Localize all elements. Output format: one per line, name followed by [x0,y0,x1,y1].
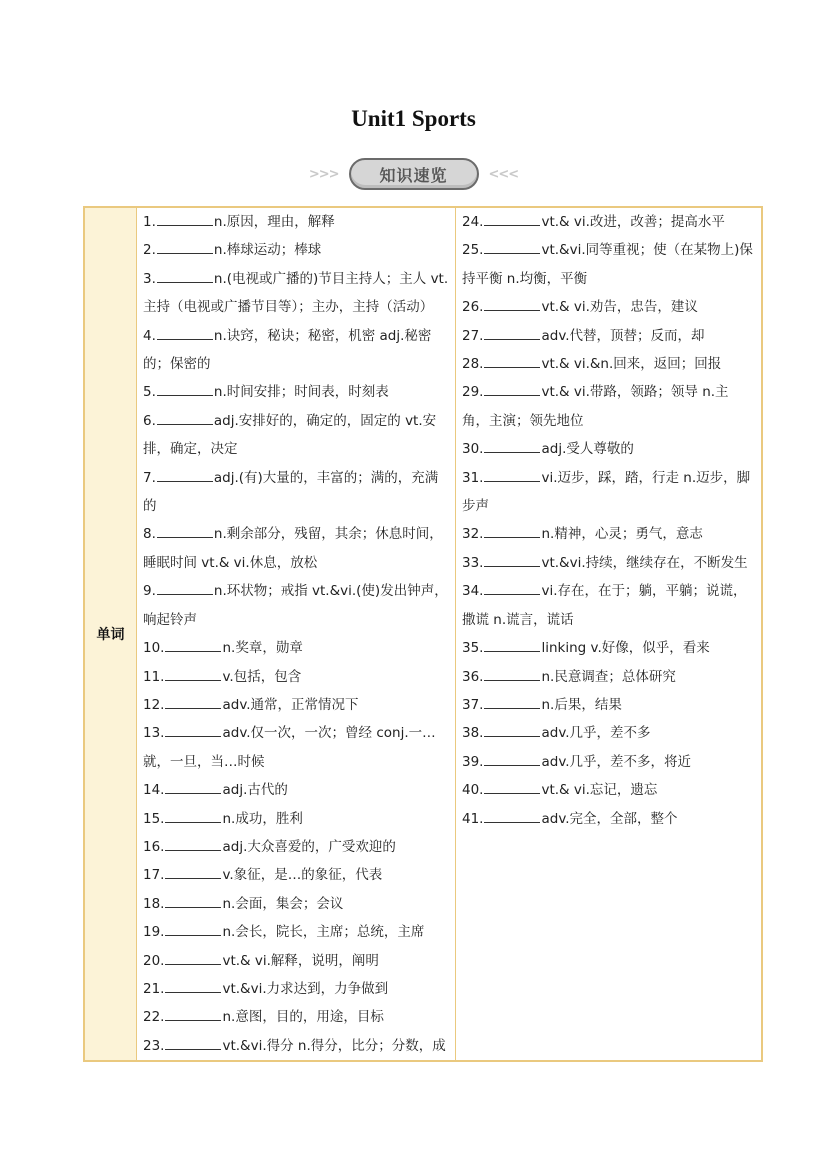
banner-pill [349,158,479,190]
item-definition: n.会面，集会；会议 [222,895,344,912]
answer-blank[interactable] [157,580,213,595]
item-definition: vt.& vi.忘记，遗忘 [541,782,658,799]
vocab-item [143,805,449,833]
vocab-item [462,691,755,719]
answer-blank[interactable] [484,694,540,709]
item-number: 37. [462,696,484,713]
answer-blank[interactable] [484,467,540,482]
vocab-item [143,861,449,889]
vocab-item [143,208,449,236]
answer-blank[interactable] [165,666,221,681]
vocab-item [143,634,449,662]
item-definition: n.(电视或广播的)节目主持人；主人 vt.主持（电视或广播节目等）；主办，主持（活动） [143,270,449,316]
item-number: 9. [143,583,156,600]
answer-blank[interactable] [484,722,540,737]
item-number: 38. [462,725,484,742]
vocab-item [462,236,755,293]
item-definition: v.包括，包含 [222,668,302,685]
item-number: 27. [462,327,484,344]
answer-blank[interactable] [484,552,540,567]
item-number: 15. [143,810,165,827]
vocab-item [143,890,449,918]
answer-blank[interactable] [484,239,540,254]
answer-blank[interactable] [157,381,213,396]
vocab-item [143,577,449,634]
answer-blank[interactable] [165,950,221,965]
vocab-item [462,435,755,463]
vocab-item [143,663,449,691]
left-column [137,208,456,1060]
item-number: 16. [143,838,165,855]
answer-blank[interactable] [165,836,221,851]
vocab-item [143,265,449,322]
vocab-item [143,947,449,975]
right-column [456,208,761,1060]
answer-blank[interactable] [165,722,221,737]
vocabulary-table [83,206,763,1062]
answer-blank[interactable] [484,779,540,794]
item-definition: n.诀窍，秘诀；秘密，机密 adj.秘密的；保密的 [143,327,432,373]
item-definition: adv.代替，顶替；反而，却 [541,327,705,344]
vocab-item [462,293,755,321]
chevron-right-icon: >>> [308,166,339,182]
item-definition: vt.& vi.劝告，忠告，建议 [541,299,698,316]
item-definition: vt.&vi.持续，继续存在，不断发生 [541,554,748,571]
item-number: 39. [462,753,484,770]
item-definition: adj.安排好的，确定的，固定的 vt.安排，确定，决定 [143,412,437,458]
item-number: 28. [462,356,484,373]
answer-blank[interactable] [484,325,540,340]
item-number: 26. [462,299,484,316]
item-definition: adv.几乎，差不多，将近 [541,753,692,770]
vocab-item [143,776,449,804]
answer-blank[interactable] [157,239,213,254]
answer-blank[interactable] [165,921,221,936]
item-definition: adj.大众喜爱的，广受欢迎的 [222,838,396,855]
vocab-item [143,1032,449,1060]
vocab-item [143,322,449,379]
item-definition: n.民意调查；总体研究 [541,668,676,685]
answer-blank[interactable] [157,523,213,538]
item-number: 30. [462,441,484,458]
answer-blank[interactable] [484,637,540,652]
item-definition: n.棒球运动；棒球 [213,242,322,259]
item-definition: vt.&vi.同等重视；使（在某物上)保持平衡 n.均衡，平衡 [462,242,753,287]
vocab-item [462,378,755,435]
answer-blank[interactable] [157,410,213,425]
vocab-item [462,464,755,521]
item-number: 32. [462,526,484,543]
vocab-item [143,464,449,521]
item-number: 21. [143,980,165,997]
answer-blank[interactable] [157,211,213,226]
item-definition: adv.仅一次，一次；曾经 conj.一…就，一旦，当…时候 [143,725,436,770]
vocab-item [143,975,449,1003]
item-number: 17. [143,867,165,884]
item-definition: adv.几乎，差不多 [541,725,651,742]
answer-blank[interactable] [484,580,540,595]
answer-blank[interactable] [484,211,540,226]
answer-blank[interactable] [165,864,221,879]
vocab-item [143,378,449,406]
item-number: 25. [462,242,484,259]
vocab-item [143,1003,449,1031]
item-definition: n.成功，胜利 [222,810,303,827]
item-definition: vt.&vi.得分 n.得分，比分；分数，成 [222,1037,446,1054]
vocab-item [462,748,755,776]
item-number: 24. [462,214,484,230]
answer-blank[interactable] [484,666,540,681]
answer-blank[interactable] [484,523,540,538]
chevron-left-icon: <<< [488,166,519,182]
item-number: 35. [462,640,484,657]
item-number: 11. [143,668,165,685]
vocab-item [462,805,755,833]
item-definition: n.后果，结果 [541,696,622,713]
answer-blank[interactable] [157,467,213,482]
item-number: 20. [143,952,165,969]
vocab-item [462,549,755,577]
item-definition: n.原因，理由，解释 [213,214,335,230]
answer-blank[interactable] [157,325,213,340]
page-title: Unit1 Sports [351,106,476,131]
item-number: 29. [462,384,484,401]
vocab-item [143,407,449,464]
answer-blank[interactable] [165,808,221,823]
item-number: 41. [462,810,484,827]
item-number: 2. [143,242,156,259]
item-number: 13. [143,725,165,742]
item-definition: n.剩余部分，残留，其余；休息时间，睡眠时间 vt.& vi.休息，放松 [143,526,443,571]
vocab-item [143,918,449,946]
item-definition: vt.& vi.带路，领路；领导 n.主角，主演；领先地位 [462,384,729,429]
answer-blank[interactable] [165,637,221,652]
vocab-item [462,634,755,662]
vocab-item [462,322,755,350]
item-definition: adv.通常，正常情况下 [222,696,359,713]
answer-blank[interactable] [165,779,221,794]
answer-blank[interactable] [484,353,540,368]
banner-label: 知识速览 [379,165,448,185]
item-number: 3. [143,270,156,287]
item-definition: adv.完全，全部，整个 [541,810,678,827]
item-number: 18. [143,895,165,912]
vocab-item [143,520,449,577]
item-definition: linking v.好像，似乎，看来 [541,640,710,657]
item-number: 19. [143,924,165,941]
item-number: 1. [143,214,156,230]
item-number: 8. [143,526,156,543]
item-definition: adj.受人尊敬的 [541,441,634,458]
vocab-item [462,520,755,548]
answer-blank[interactable] [165,978,221,993]
item-number: 12. [143,696,165,713]
vocab-item [143,236,449,264]
answer-blank[interactable] [484,438,540,453]
item-number: 5. [143,384,156,401]
vocab-item [462,577,755,634]
item-definition: v.象征，是…的象征，代表 [222,867,383,884]
answer-blank[interactable] [165,694,221,709]
answer-blank[interactable] [157,268,213,283]
item-definition: vt.& vi.&n.回来，返回；回报 [541,356,722,373]
vocab-item [462,208,755,236]
item-definition: n.奖章，勋章 [222,640,303,657]
vocab-item [462,776,755,804]
item-definition: n.会长，院长，主席；总统，主席 [222,924,425,941]
vocab-item [462,719,755,747]
item-definition: adj.古代的 [222,782,288,799]
item-definition: vt.&vi.力求达到，力争做到 [222,980,389,997]
answer-blank[interactable] [165,893,221,908]
answer-blank[interactable] [484,751,540,766]
vocab-item [143,833,449,861]
item-number: 33. [462,554,484,571]
answer-blank[interactable] [484,296,540,311]
item-number: 23. [143,1037,165,1054]
item-definition: adj.(有)大量的，丰富的；满的，充满的 [143,469,439,515]
item-number: 40. [462,782,484,799]
item-definition: n.环状物；戒指 vt.&vi.(使)发出钟声，响起铃声 [143,583,448,628]
item-number: 22. [143,1009,165,1026]
answer-blank[interactable] [484,808,540,823]
item-number: 7. [143,469,156,486]
item-definition: vi.迈步，踩，踏，行走 n.迈步，脚步声 [462,469,751,515]
vocab-item [143,691,449,719]
item-definition: n.精神，心灵；勇气，意志 [541,526,703,543]
item-number: 31. [462,469,484,486]
answer-blank[interactable] [165,1006,221,1021]
item-number: 34. [462,583,484,600]
section-banner [0,156,827,192]
vocab-item [462,663,755,691]
item-definition: n.意图，目的，用途，目标 [222,1009,384,1026]
answer-blank[interactable] [165,1035,221,1050]
item-number: 14. [143,782,165,799]
section-label: 单词 [85,208,137,1060]
answer-blank[interactable] [484,381,540,396]
vocab-item [143,719,449,776]
item-number: 6. [143,412,156,429]
item-definition: vi.存在，在于；躺，平躺；说谎，撒谎 n.谎言，谎话 [462,583,747,628]
item-number: 4. [143,327,156,344]
item-definition: n.时间安排；时间表，时刻表 [213,384,389,401]
item-definition: vt.& vi.解释，说明，阐明 [222,952,379,969]
item-definition: vt.& vi.改进，改善；提高水平 [541,214,725,230]
vocab-item [462,350,755,378]
item-number: 10. [143,640,165,657]
item-number: 36. [462,668,484,685]
